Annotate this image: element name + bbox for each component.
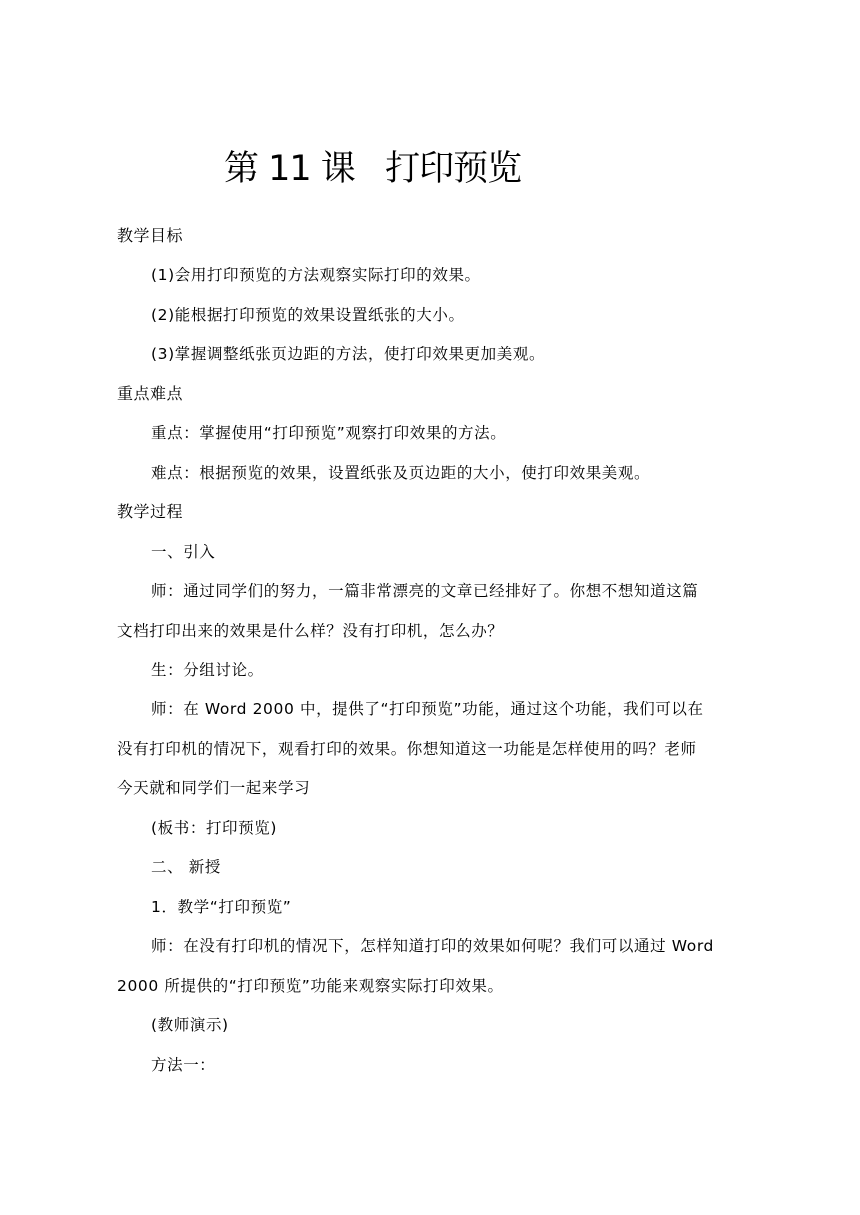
goal-item-2: (2)能根据打印预览的效果设置纸张的大小。 [151, 306, 465, 324]
section-heading-key-points: 重点难点 [117, 384, 184, 403]
paragraph-line: 师：在没有打印机的情况下，怎样知道打印的效果如何呢？我们可以通过 Word [151, 937, 714, 955]
section-heading-goals: 教学目标 [117, 226, 184, 245]
page-title: 第 11 课 打印预览 [224, 149, 522, 189]
paragraph-line: 师：通过同学们的努力，一篇非常漂亮的文章已经排好了。你想不想知道这篇 [151, 582, 699, 600]
paragraph-line: 师：在 Word 2000 中，提供了“打印预览”功能，通过这个功能，我们可以在 [151, 700, 704, 718]
subsection-new-lesson: 二、 新授 [151, 858, 221, 876]
paragraph-line: 2000 所提供的“打印预览”功能来观察实际打印效果。 [117, 977, 504, 995]
difficult-point: 难点：根据预览的效果，设置纸张及页边距的大小，使打印效果美观。 [151, 464, 651, 482]
paragraph-line: 生：分组讨论。 [151, 661, 264, 679]
paragraph-line: 文档打印出来的效果是什么样？没有打印机，怎么办？ [117, 622, 504, 640]
key-point: 重点：掌握使用“打印预览”观察打印效果的方法。 [151, 424, 507, 442]
subsection-print-preview: 1．教学“打印预览” [151, 898, 292, 916]
paragraph-line: 今天就和同学们一起来学习 [117, 779, 311, 797]
paragraph-line: (板书：打印预览) [151, 819, 277, 837]
section-heading-process: 教学过程 [117, 502, 184, 521]
paragraph-line: 方法一： [151, 1056, 216, 1074]
paragraph-line: 没有打印机的情况下，观看打印的效果。你想知道这一功能是怎样使用的吗？老师 [117, 740, 697, 758]
goal-item-3: (3)掌握调整纸张页边距的方法，使打印效果更加美观。 [151, 345, 546, 363]
subsection-intro: 一、引入 [151, 543, 216, 561]
paragraph-line: (教师演示) [151, 1016, 229, 1034]
goal-item-1: (1)会用打印预览的方法观察实际打印的效果。 [151, 266, 481, 284]
